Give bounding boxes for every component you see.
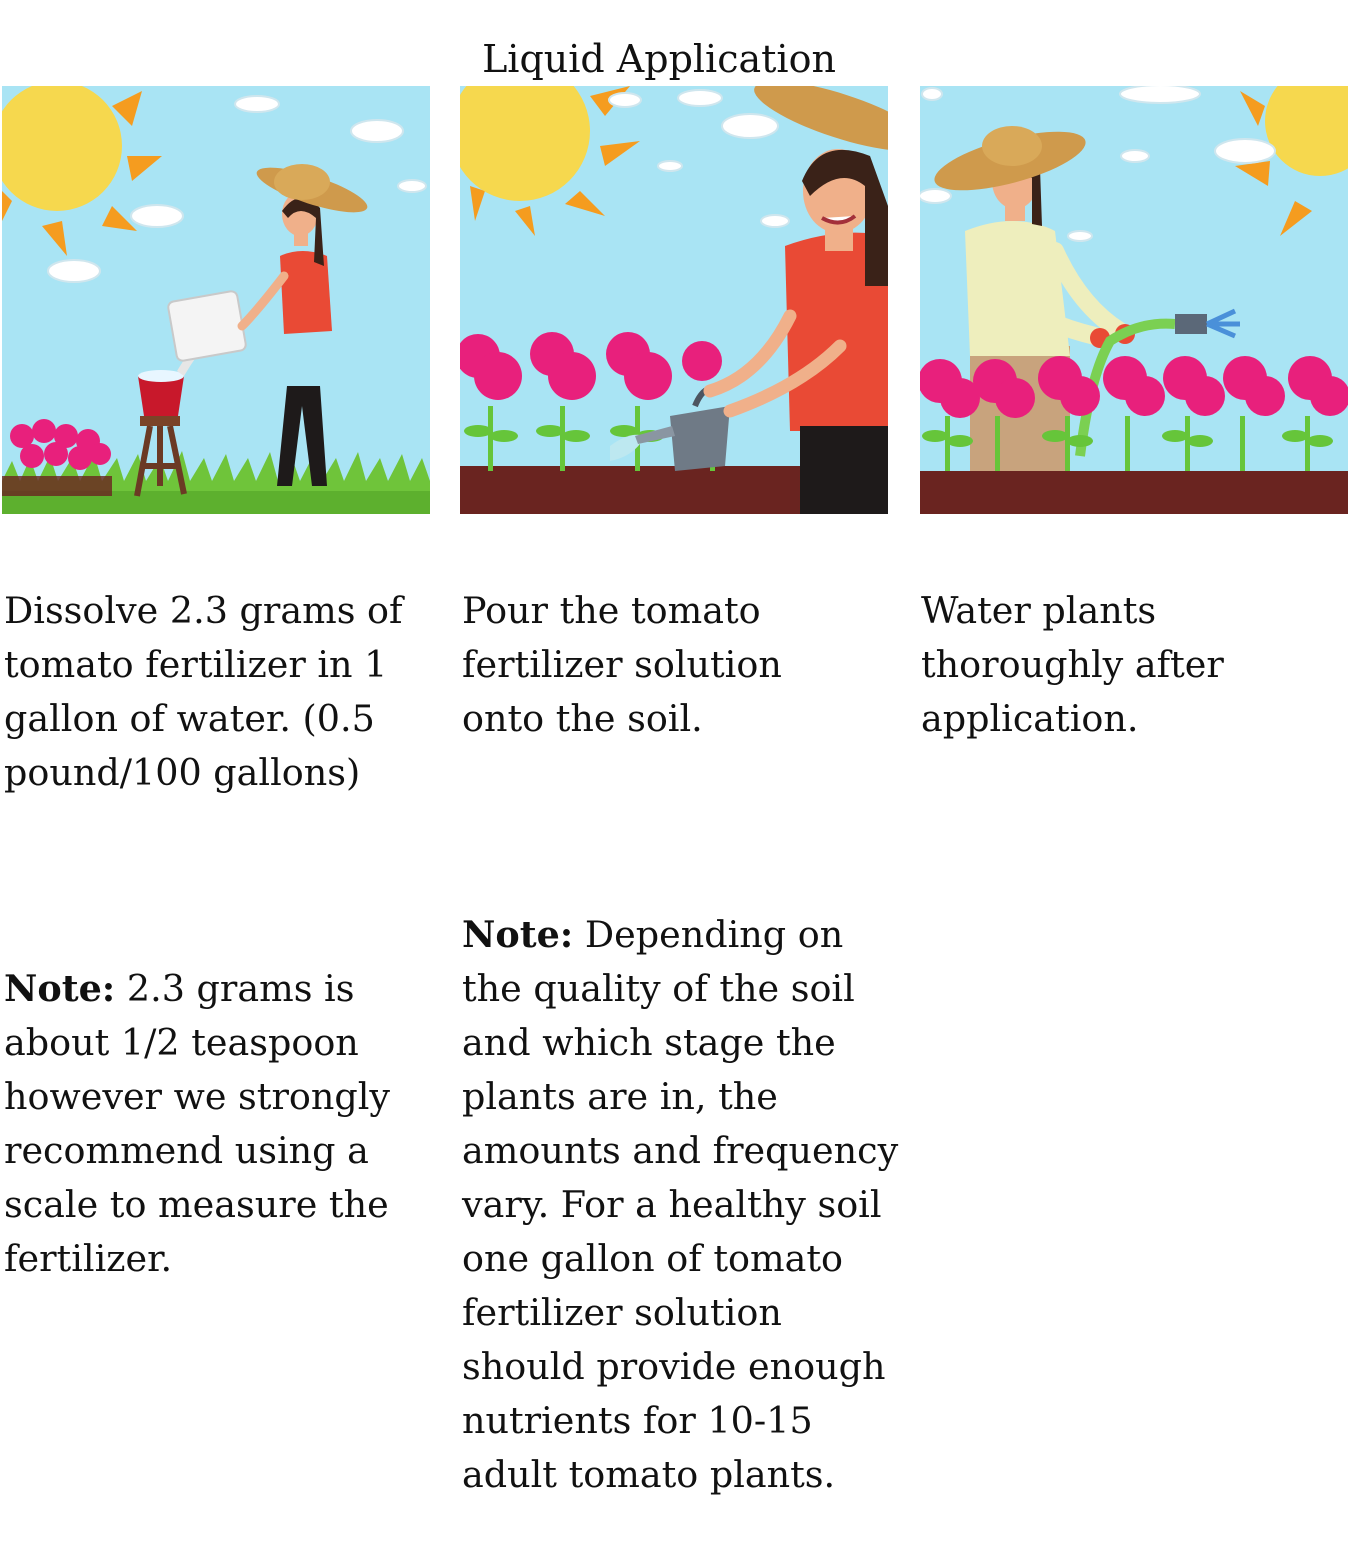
note-label: Note: (462, 913, 574, 956)
illustration-water (920, 86, 1348, 514)
illustration-dissolve (2, 86, 430, 514)
step-3-instruction: Water plants thoroughly after application. (921, 589, 1224, 740)
step-1-column (4, 530, 404, 1340)
step-2-instruction: Pour the tomato fertilizer solution onto the soil. (462, 589, 782, 740)
step-1-instruction: Dissolve 2.3 grams of tomato fertilizer in 1 gallon of water. (0.5 pound/100 gallons) (4, 589, 403, 794)
page-title: Liquid Application (482, 37, 836, 81)
note-text: Depending on the quality of the soil and which stage the plants are in, the amounts and frequency vary. For a healthy soil one gallon of tomato fertilizer solution should provide enough nutrients for 10-15 adult tomato plants. (462, 913, 899, 1496)
step-2-note (462, 908, 902, 1502)
step-1-note (4, 962, 404, 1286)
illustration-pour (460, 86, 888, 514)
step-3-column (921, 530, 1321, 800)
note-text: 2.3 grams is about 1/2 teaspoon however we strongly recommend using a scale to measure the fertilizer. (4, 967, 391, 1280)
note-label: Note: (4, 967, 116, 1010)
step-2-column (462, 530, 902, 1556)
